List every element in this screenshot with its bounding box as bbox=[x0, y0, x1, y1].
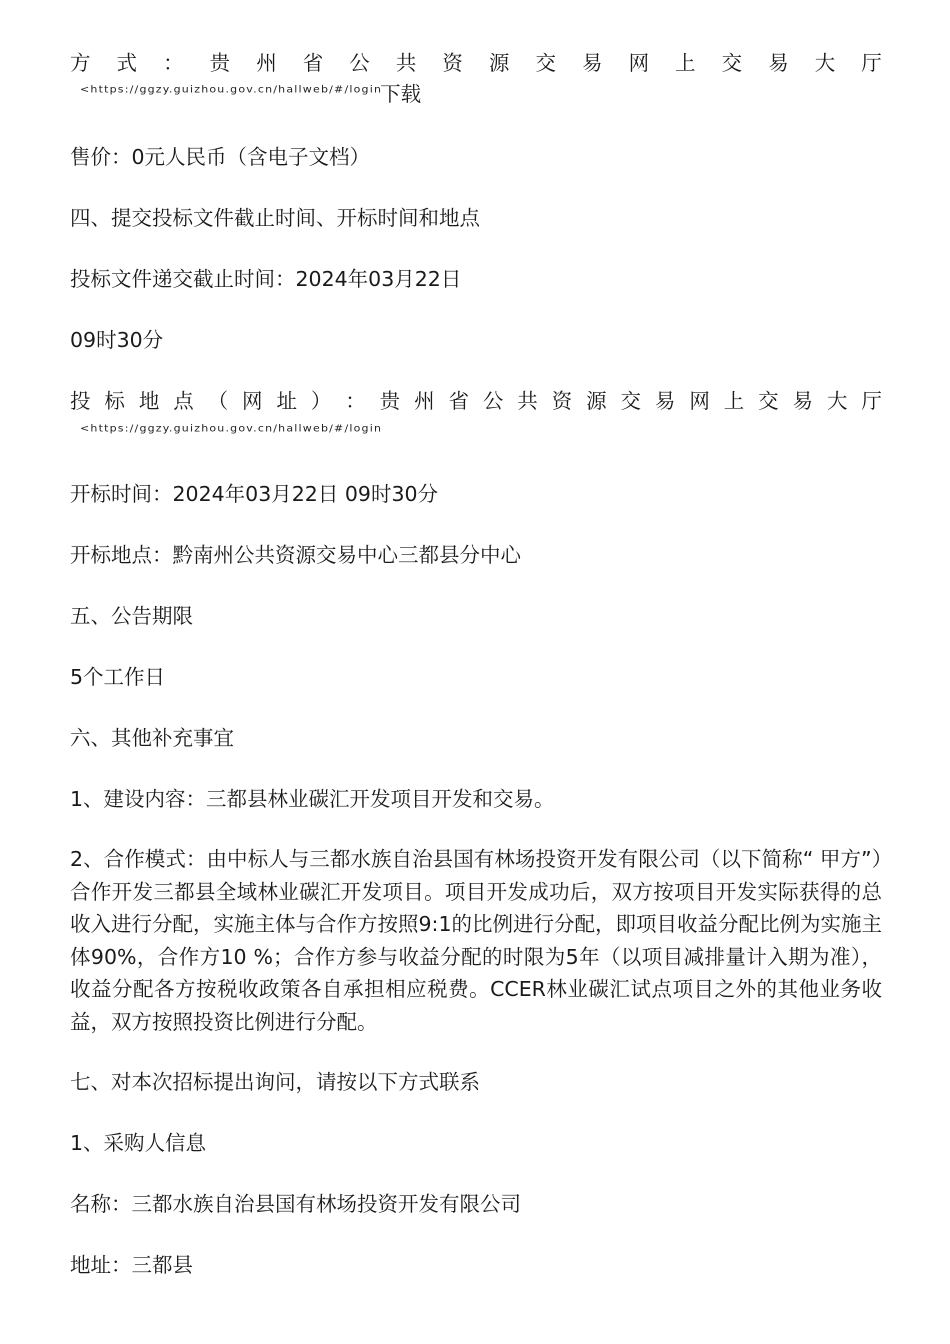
item-1-text: 1、建设内容：三都县林业碳汇开发项目开发和交易。 bbox=[70, 787, 555, 811]
buyer-address-text: 地址：三都县 bbox=[70, 1253, 193, 1277]
bid-place-char: 易 bbox=[792, 389, 814, 413]
download-method-char: 厅 bbox=[861, 51, 882, 75]
deadline-text: 投标文件递交截止时间：2024年03月22日 bbox=[70, 267, 462, 291]
download-url[interactable]: <https://ggzy.guizhou.gov.cn/hallweb/#/login bbox=[80, 84, 383, 96]
bid-place-char: 源 bbox=[586, 389, 607, 413]
section-4-title: 四、提交投标文件截止时间、开标时间和地点 bbox=[70, 206, 480, 230]
bid-place-url[interactable]: <https://ggzy.guizhou.gov.cn/hallweb/#/login bbox=[80, 423, 383, 435]
bid-place-char: 易 bbox=[654, 389, 676, 413]
download-method-text bbox=[70, 47, 882, 79]
download-method-char: 易 bbox=[768, 51, 789, 75]
section-6-title: 六、其他补充事宜 bbox=[70, 726, 234, 750]
buyer-name-text: 名称：三都水族自治县国有林场投资开发有限公司 bbox=[70, 1192, 521, 1216]
bid-place-char: ： bbox=[345, 389, 366, 413]
section-5-title: 五、公告期限 bbox=[70, 604, 193, 628]
download-method-char: 交 bbox=[535, 51, 556, 75]
bid-place-char: 交 bbox=[758, 389, 779, 413]
item-2-paragraph: 2、合作模式：由中标人与三都水族自治县国有林场投资开发有限公司（以下简称“ 甲方”）合作开发三都县全域林业碳汇开发项目。项目开发成功后，双方按项目开发实际获得的总收入进行分配，实施主体与合作方按照9:1的比例进行分配，即项目收益分配比例为实施主体90%，合作方10 %；合作方参与收益分配的时限为5年（以项目减排量计入期为准），收益分配各方按税收政策各自承担相应税费。CCER林业碳汇试点项目之外的其他业务收益，双方按照投资比例进行分配。 bbox=[70, 847, 882, 1034]
opening-time-text: 开标时间：2024年03月22日 09时30分 bbox=[70, 482, 439, 506]
download-method-char: 易 bbox=[582, 51, 603, 75]
bid-place-char: 资 bbox=[551, 389, 573, 413]
download-method-char: 资 bbox=[442, 51, 463, 75]
bid-place-char: 公 bbox=[482, 389, 504, 413]
download-method-char: 大 bbox=[814, 51, 836, 75]
bid-place-char: 贵 bbox=[379, 389, 401, 413]
buyer-info-title: 1、采购人信息 bbox=[70, 1131, 207, 1155]
download-url-line bbox=[80, 84, 421, 108]
download-method-char: 省 bbox=[302, 51, 324, 75]
download-method-line bbox=[70, 47, 882, 79]
bid-place-char: ） bbox=[310, 389, 332, 413]
bid-place-char: 点 bbox=[173, 389, 194, 413]
download-method-char: 州 bbox=[256, 51, 277, 75]
bid-place-char: 址 bbox=[276, 389, 297, 413]
download-method-char: 式 bbox=[116, 51, 138, 75]
bid-place-char: 上 bbox=[723, 389, 745, 413]
bid-place-char: 地 bbox=[138, 389, 160, 413]
download-method-char: 公 bbox=[349, 51, 370, 75]
bid-place-char: 州 bbox=[414, 389, 435, 413]
download-method-char: 共 bbox=[395, 51, 417, 75]
download-label: 下载 bbox=[380, 82, 422, 106]
download-method-char: 网 bbox=[628, 51, 650, 75]
bid-place-url-line bbox=[80, 423, 382, 439]
bid-place-line bbox=[70, 385, 882, 417]
bid-place-char: 标 bbox=[104, 389, 125, 413]
deadline-time-text: 09时30分 bbox=[70, 328, 164, 352]
download-method-char: 贵 bbox=[209, 51, 231, 75]
period-text: 5个工作日 bbox=[70, 665, 166, 689]
download-method-char: 方 bbox=[70, 51, 91, 75]
download-method-char: 源 bbox=[488, 51, 510, 75]
download-method-char: 上 bbox=[675, 51, 696, 75]
opening-place-text: 开标地点：黔南州公共资源交易中心三都县分中心 bbox=[70, 543, 521, 567]
bid-place-char: 投 bbox=[70, 389, 91, 413]
bid-place-text bbox=[70, 385, 882, 417]
bid-place-char: 大 bbox=[826, 389, 848, 413]
bid-place-char: （ bbox=[207, 389, 229, 413]
price-text: 售价：0元人民币（含电子文档） bbox=[70, 145, 371, 169]
download-method-char: ： bbox=[163, 51, 184, 75]
bid-place-char: 省 bbox=[448, 389, 469, 413]
bid-place-char: 交 bbox=[620, 389, 641, 413]
bid-place-char: 网 bbox=[242, 389, 263, 413]
bid-place-char: 共 bbox=[517, 389, 538, 413]
section-7-title: 七、对本次招标提出询问，请按以下方式联系 bbox=[70, 1070, 480, 1094]
bid-place-char: 厅 bbox=[861, 389, 882, 413]
download-method-char: 交 bbox=[721, 51, 743, 75]
bid-place-char: 网 bbox=[689, 389, 710, 413]
